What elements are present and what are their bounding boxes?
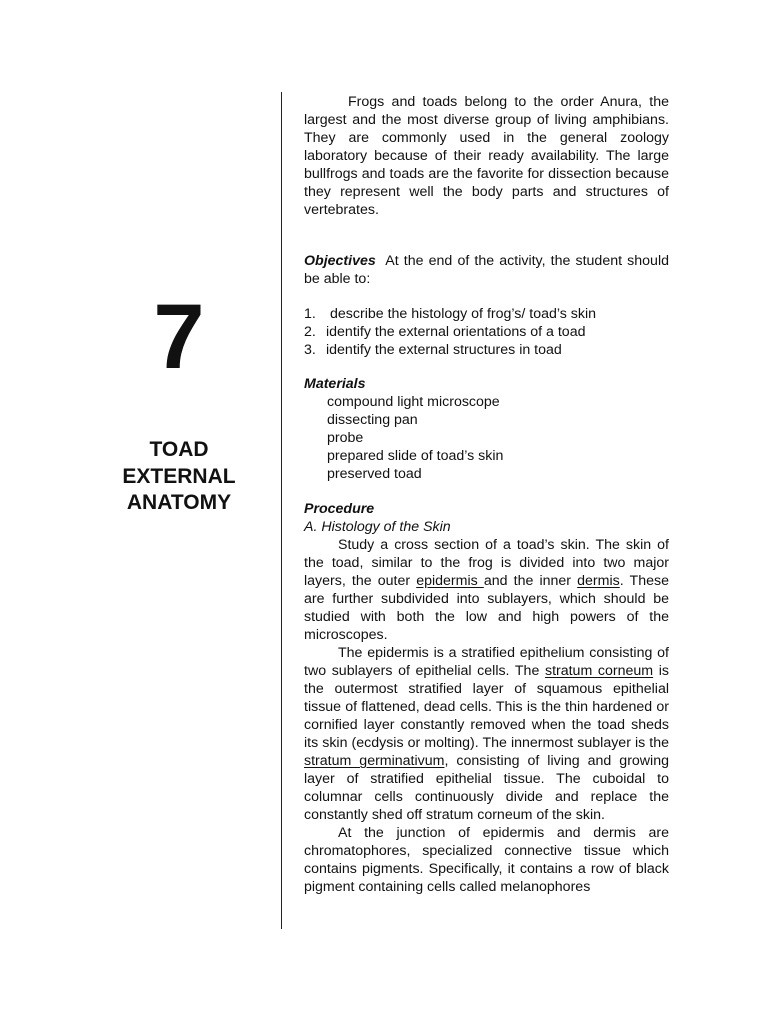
chapter-title bbox=[100, 437, 258, 517]
chapter-number: 7 bbox=[153, 286, 205, 388]
objectives-paragraph bbox=[304, 252, 669, 288]
term-dermis: dermis bbox=[577, 573, 620, 589]
procedure-paragraph-3: At the junction of epidermis and dermis are chromatophores, specialized connective tissue which contains pigments. Specifically, it contains a row of black pigment containing cells called melanophores bbox=[304, 825, 669, 895]
chapter-title-line: ANATOMY bbox=[126, 491, 232, 514]
material-item: compound light microscope bbox=[327, 394, 500, 410]
term-stratum-germinativum: stratum germinativum bbox=[304, 753, 445, 769]
paragraph-text: . These are further subdivided into sublayers, which should be studied with both the low and high powers of the microscopes. bbox=[304, 573, 669, 643]
paragraph-text: is the outermost stratified layer of squamous epithelial tissue of flattened, dead cells. This is the thin hardened or cornified layer constantly removed when the toad sheds its skin (ecdysis or molting). The innermost sublayer is the bbox=[304, 663, 669, 751]
procedure-paragraph-1 bbox=[304, 536, 669, 644]
procedure-paragraph-2 bbox=[304, 644, 669, 824]
paragraph-text: Study a cross section of a toad’s skin. The skin of the toad, similar to the frog is divided into two major layers, the outer bbox=[304, 537, 669, 589]
material-item: prepared slide of toad’s skin bbox=[327, 448, 504, 464]
list-item-text: describe the histology of frog’s/ toad’s skin bbox=[330, 306, 597, 322]
section-a-heading: A. Histology of the Skin bbox=[304, 519, 451, 535]
list-item bbox=[304, 305, 669, 323]
list-item-number: 1. bbox=[304, 306, 316, 322]
term-stratum-corneum: stratum corneum bbox=[544, 663, 654, 679]
list-item bbox=[304, 341, 669, 359]
intro-paragraph: Frogs and toads belong to the order Anura, the largest and the most diverse group of living amphibians. They are commonly used in the general zoology laboratory because of their ready availability. The large bullfrogs and toads are the favorite for dissection because they represent well the body parts and structures of vertebrates. bbox=[304, 94, 669, 218]
term-epidermis: epidermis bbox=[416, 573, 484, 589]
list-item-text: identify the external structures in toad bbox=[326, 342, 562, 358]
chapter-title-line: EXTERNAL bbox=[122, 464, 236, 488]
objectives-text: At the end of the activity, the student should be able to: bbox=[304, 253, 669, 287]
list-item bbox=[304, 323, 669, 341]
list-item-number: 3. bbox=[304, 342, 316, 358]
objectives-list bbox=[304, 305, 669, 359]
column-divider bbox=[281, 92, 282, 929]
list-item-number: 2. bbox=[304, 324, 316, 340]
materials-section bbox=[304, 375, 669, 483]
procedure-label: Procedure bbox=[304, 501, 375, 517]
list-item-text: identify the external orientations of a toad bbox=[326, 324, 586, 340]
chapter-title-line: TOAD bbox=[149, 438, 209, 461]
materials-label: Materials bbox=[304, 376, 366, 392]
objectives-label: Objectives bbox=[304, 253, 376, 269]
material-item: probe bbox=[327, 430, 364, 446]
procedure-section bbox=[304, 500, 669, 896]
paragraph-text: The epidermis is a stratified epithelium consisting of two sublayers of epithelial cells. The bbox=[304, 645, 669, 679]
material-item: dissecting pan bbox=[327, 412, 418, 428]
paragraph-text: , consisting of living and growing layer of stratified epithelial tissue. The cuboidal to columnar cells continuously divide and replace the constantly shed off stratum corneum of the skin. bbox=[304, 753, 669, 823]
material-item: preserved toad bbox=[327, 466, 422, 482]
paragraph-text: and the inner bbox=[483, 573, 578, 589]
